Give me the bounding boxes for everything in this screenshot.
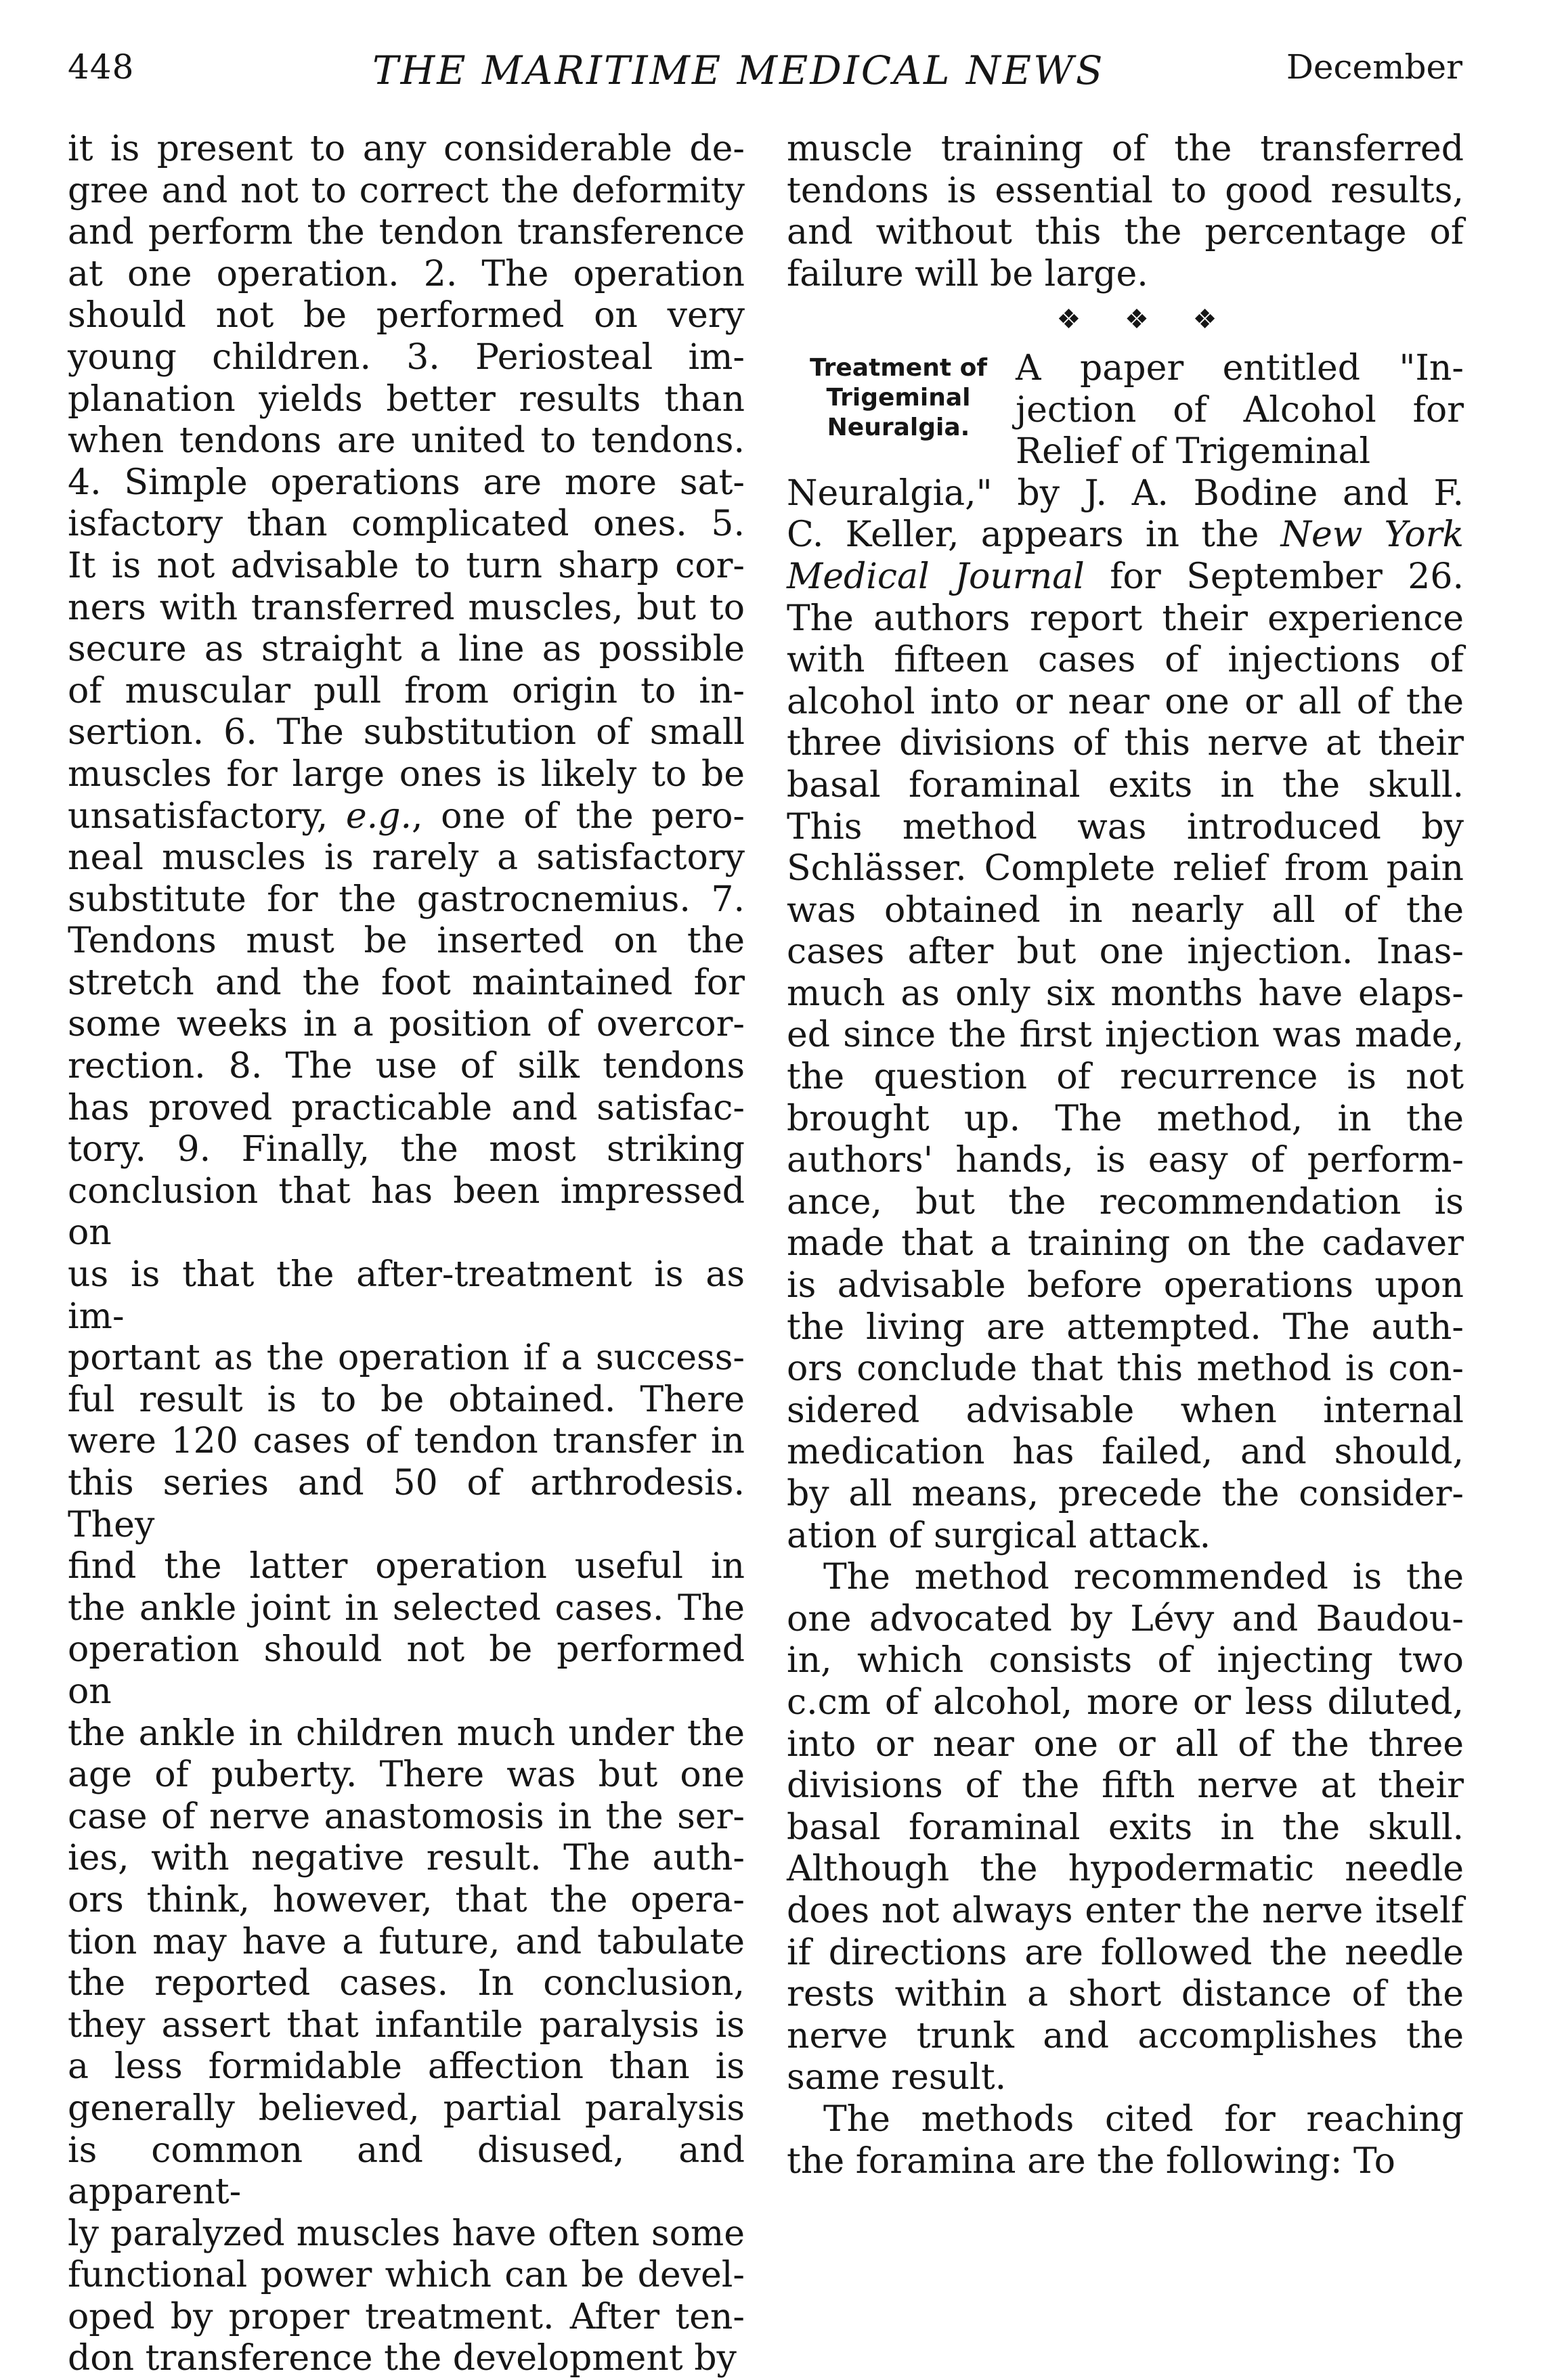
text-line: case of nerve anastomosis in the ser- — [68, 1796, 745, 1837]
text-line: Neuralgia," by J. A. Bodine and F. — [787, 472, 1464, 514]
text-line: This method was introduced by — [787, 806, 1464, 847]
text-line: the foramina are the following: To — [787, 2140, 1395, 2182]
article-paragraph-2 — [787, 1557, 1464, 2099]
text-line: when tendons are united to tendons. — [68, 420, 745, 462]
page-header — [68, 42, 1462, 110]
text-line: was obtained in nearly all of the — [787, 889, 1464, 931]
text-line: ance, but the recommendation is — [787, 1181, 1464, 1222]
text-line: has proved practicable and satisfac- — [68, 1087, 745, 1128]
article-paragraph-3 — [787, 2099, 1464, 2182]
continued-paragraph — [787, 129, 1464, 295]
text-line: don transference the development by — [68, 2338, 737, 2379]
text-line: young children. 3. Periosteal im- — [68, 336, 745, 378]
text-line: ors think, however, that the opera- — [68, 1879, 745, 1920]
paragraph-3-lines — [787, 2099, 1464, 2182]
italic-phrase: Medical Journal — [787, 556, 1085, 597]
running-title: THE MARITIME MEDICAL NEWS — [372, 47, 1105, 93]
text-line: brought up. The method, in the — [787, 1098, 1464, 1139]
text-line: Tendons must be inserted on the — [68, 921, 745, 962]
text-line: failure will be large. — [787, 253, 1148, 294]
text-line: is common and disused, and apparent- — [68, 2130, 745, 2213]
trigeminal-neuralgia-article — [787, 348, 1464, 1557]
text-line: generally believed, partial paralysis — [68, 2088, 745, 2129]
text-line: ners with transferred muscles, but to — [68, 587, 745, 628]
right-column — [787, 129, 1464, 2182]
text-line: a less formidable affection than is — [68, 2046, 745, 2088]
text-line: oped by proper treatment. After ten- — [68, 2296, 745, 2337]
issue-month: December — [1286, 47, 1462, 87]
left-column-paragraph — [68, 129, 745, 2380]
text-line: Schlässer. Complete relief from pain — [787, 848, 1464, 889]
text-line: they assert that infantile paralysis is — [68, 2004, 745, 2046]
text-line: ful result is to be obtained. There — [68, 1379, 745, 1420]
text-line: and perform the tendon transference — [68, 212, 745, 253]
text-line: of muscular pull from origin to in- — [68, 670, 745, 711]
text-line: into or near one or all of the three — [787, 1723, 1464, 1765]
text-line: neal muscles is rarely a satisfactory — [68, 837, 745, 879]
text-line: the question of recurrence is not — [787, 1057, 1464, 1098]
sidehead-line-3: Neuralgia. — [827, 413, 970, 441]
text-line: conclusion that has been impressed on — [68, 1170, 745, 1254]
text-line: medication has failed, and should, — [787, 1432, 1464, 1473]
text-line: is advisable before operations upon — [787, 1265, 1464, 1306]
text-line: planation yields better results than — [68, 378, 745, 420]
text-line: unsatisfactory, e.g., one of the pero- — [68, 795, 745, 837]
text-line: The method recommended is the — [823, 1557, 1464, 1598]
text-line: stretch and the foot maintained for — [68, 962, 745, 1003]
text-line: the reported cases. In conclusion, — [68, 1963, 745, 2004]
text-line: authors' hands, is easy of perform- — [787, 1140, 1464, 1181]
italic-phrase: New York — [1280, 514, 1464, 556]
italic-phrase: e.g. — [345, 795, 412, 837]
text-line: basal foraminal exits in the skull. — [787, 1807, 1464, 1848]
text-line: find the latter operation useful in — [68, 1546, 745, 1587]
text-line: tory. 9. Finally, the most striking — [68, 1129, 745, 1170]
text-line: muscles for large ones is likely to be — [68, 753, 745, 795]
article-body-lines — [787, 473, 1464, 1557]
text-line: c.cm of alcohol, more or less diluted, — [787, 1681, 1464, 1723]
text-line: same result. — [787, 2057, 1007, 2098]
text-line: nerve trunk and accomplishes the — [787, 2015, 1464, 2056]
text-line: cases after but one injection. Inas- — [787, 931, 1464, 973]
text-line: some weeks in a position of overcor- — [68, 1004, 745, 1045]
article-sidehead — [787, 353, 1010, 443]
text-line: in, which consists of injecting two — [787, 1640, 1464, 1681]
text-line: A paper entitled "In- — [1016, 347, 1464, 389]
text-line: one advocated by Lévy and Baudou- — [787, 1598, 1464, 1639]
text-line: isfactory than complicated ones. 5. — [68, 504, 745, 545]
text-line: much as only six months have elaps- — [787, 973, 1464, 1014]
text-line: It is not advisable to turn sharp cor- — [68, 545, 745, 586]
text-line: gree and not to correct the deformity — [68, 170, 745, 211]
text-line: made that a training on the cadaver — [787, 1223, 1464, 1264]
text-line: age of puberty. There was but one — [68, 1755, 745, 1796]
sidehead-line-1: Treatment of — [810, 353, 987, 382]
text-line: and without this the percentage of — [787, 212, 1464, 253]
text-line: ly paralyzed muscles have often some — [68, 2213, 745, 2254]
continued-paragraph-lines — [787, 129, 1464, 295]
text-line: portant as the operation if a success- — [68, 1338, 745, 1379]
section-divider-ornament: ❖ ❖ ❖ — [1056, 304, 1235, 336]
text-line: Relief of Trigeminal — [1016, 431, 1371, 472]
text-line: muscle training of the transferred — [787, 129, 1464, 169]
text-line: this series and 50 of arthrodesis. They — [68, 1463, 745, 1545]
text-line: with fifteen cases of injections of — [787, 640, 1464, 681]
left-column-lines — [68, 129, 745, 2380]
text-line: ation of surgical attack. — [787, 1515, 1211, 1556]
text-line: rection. 8. The use of silk tendons — [68, 1046, 745, 1087]
page-number: 448 — [68, 47, 135, 87]
text-line: The methods cited for reaching — [823, 2098, 1464, 2140]
text-line: rests within a short distance of the — [787, 1974, 1464, 2015]
text-line: ies, with negative result. The auth- — [68, 1838, 745, 1879]
text-line: at one operation. 2. The operation — [68, 253, 745, 294]
text-line: were 120 cases of tendon transfer in — [68, 1421, 745, 1462]
left-column — [68, 129, 745, 2380]
text-line: the living are attempted. The auth- — [787, 1306, 1464, 1348]
text-line: us is that the after-treatment is as im- — [68, 1254, 745, 1337]
text-line: three divisions of this nerve at their — [787, 723, 1464, 764]
text-line: it is present to any considerable de- — [68, 129, 745, 169]
text-line: should not be performed on very — [68, 295, 745, 336]
text-line: The authors report their experience — [787, 598, 1464, 639]
text-line: alcohol into or near one or all of the — [787, 681, 1464, 722]
text-line: tion may have a future, and tabulate — [68, 1921, 745, 1962]
text-line: secure as straight a line as possible — [68, 629, 745, 670]
text-line: jection of Alcohol for — [1016, 389, 1464, 431]
text-line: if directions are followed the needle — [787, 1932, 1464, 1973]
text-line: Although the hypodermatic needle — [787, 1849, 1464, 1890]
text-line: divisions of the fifth nerve at their — [787, 1765, 1464, 1807]
text-line: by all means, precede the consider- — [787, 1474, 1464, 1514]
text-line: functional power which can be devel- — [68, 2255, 745, 2296]
text-line: operation should not be performed on — [68, 1629, 745, 1712]
text-line: C. Keller, appears in the New York — [787, 514, 1464, 556]
text-line: tendons is essential to good results, — [787, 170, 1464, 211]
text-line: ed since the first injection was made, — [787, 1015, 1464, 1056]
text-line: sidered advisable when internal — [787, 1390, 1464, 1431]
text-line: the ankle joint in selected cases. The — [68, 1587, 745, 1629]
sidehead-line-2: Trigeminal — [826, 383, 971, 412]
text-line: substitute for the gastrocnemius. 7. — [68, 879, 745, 920]
paragraph-2-lines — [787, 1557, 1464, 2099]
text-line: the ankle in children much under the — [68, 1713, 745, 1754]
text-line: sertion. 6. The substitution of small — [68, 712, 745, 753]
text-line: basal foraminal exits in the skull. — [787, 764, 1464, 806]
text-line: does not always enter the nerve itself — [787, 1890, 1464, 1931]
text-line: ors conclude that this method is con- — [787, 1348, 1464, 1390]
text-line: Medical Journal for September 26. — [787, 556, 1464, 597]
text-line: 4. Simple operations are more sat- — [68, 462, 745, 503]
